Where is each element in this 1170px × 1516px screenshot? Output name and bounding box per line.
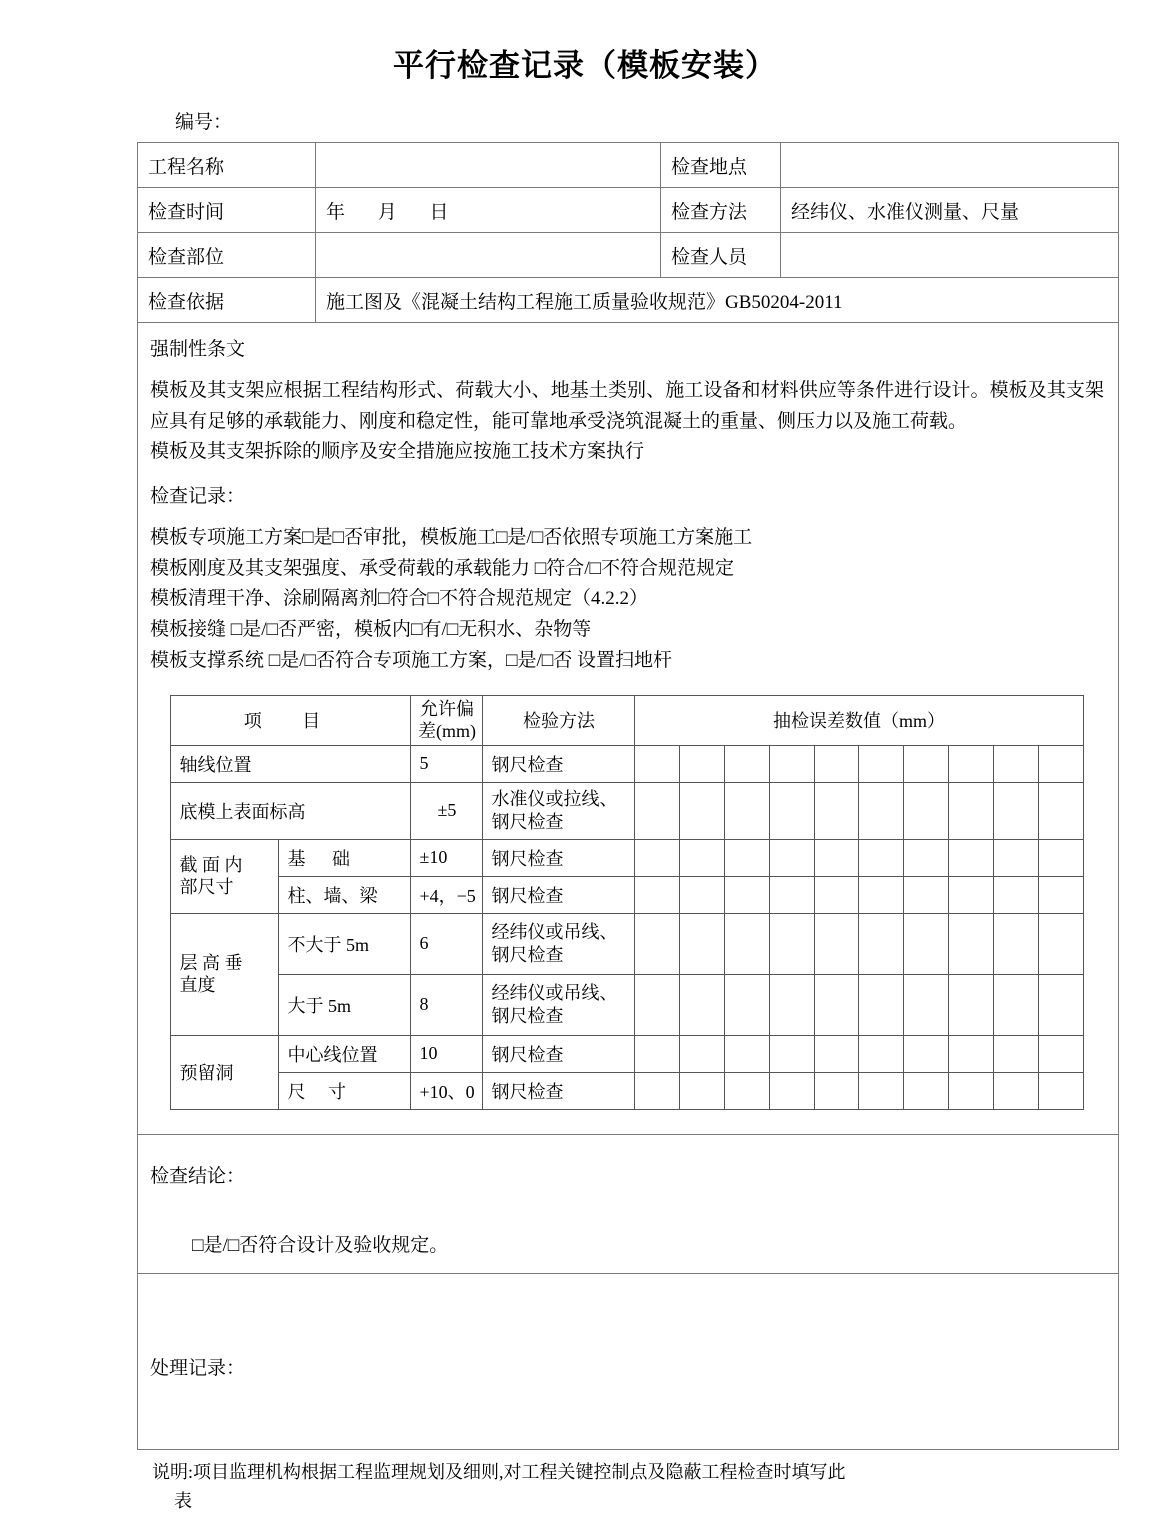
project-name-label: 工程名称: [138, 143, 316, 188]
sample-cell[interactable]: [814, 745, 859, 782]
sample-cell[interactable]: [769, 876, 814, 913]
sample-cell[interactable]: [635, 745, 680, 782]
sample-cell[interactable]: [993, 974, 1038, 1035]
inspect-basis-label: 检查依据: [138, 278, 316, 323]
mandatory-paragraph-1: 模板及其支架应根据工程结构形式、荷载大小、地基土类别、施工设备和材料供应等条件进行设计。模板及其支架应具有足够的承载能力、刚度和稳定性，能可靠地承受浇筑混凝土的重量、侧压力以及施工荷载。: [150, 379, 1104, 432]
sample-cell[interactable]: [859, 876, 904, 913]
inspect-part-label: 检查部位: [138, 233, 316, 278]
table-row: [138, 233, 1119, 278]
row-sub-foundation: 基 础: [279, 839, 411, 876]
sample-cell[interactable]: [904, 1035, 949, 1072]
tolerance-table: [170, 695, 1083, 1110]
sample-cell[interactable]: [904, 839, 949, 876]
sample-cell[interactable]: [949, 1035, 994, 1072]
table-row: [171, 1072, 1083, 1109]
sample-cell[interactable]: [680, 745, 725, 782]
main-form-table: [137, 142, 1119, 1450]
record-heading: 检查记录：: [150, 486, 246, 508]
tolerance-header-line2: 差(mm): [417, 721, 476, 742]
sample-cell[interactable]: [680, 782, 725, 839]
sample-cell[interactable]: [635, 839, 680, 876]
row-sub-centerline-position: 中心线位置: [279, 1035, 411, 1072]
tolerance-table-wrapper: [150, 677, 1104, 1120]
sample-cell[interactable]: [949, 745, 994, 782]
sample-cell[interactable]: [725, 1035, 770, 1072]
method-line1: 经纬仪或吊线、: [491, 983, 618, 1004]
sample-cell[interactable]: [904, 782, 949, 839]
sample-cell[interactable]: [769, 913, 814, 974]
sample-cell[interactable]: [1038, 839, 1083, 876]
mandatory-paragraph-2: 模板及其支架拆除的顺序及安全措施应按施工技术方案执行: [150, 441, 645, 463]
sample-cell[interactable]: [993, 745, 1038, 782]
conclusion-option[interactable]: □是/□否符合设计及验收规定。: [192, 1234, 449, 1256]
table-row: [138, 1273, 1119, 1449]
sample-cell[interactable]: [814, 1035, 859, 1072]
inspector-value[interactable]: [781, 233, 1119, 278]
sample-cell[interactable]: [1038, 1072, 1083, 1109]
row-method: [483, 974, 635, 1035]
row-tolerance: +4，−5: [411, 876, 483, 913]
row-method: 钢尺检查: [483, 745, 635, 782]
table-row: [138, 1134, 1119, 1273]
row-method: 钢尺检查: [483, 1072, 635, 1109]
sample-cell[interactable]: [859, 782, 904, 839]
sample-cell[interactable]: [859, 974, 904, 1035]
inspect-place-value[interactable]: [781, 143, 1119, 188]
footer-note-line1: 说明:项目监理机构根据工程监理规划及细则,对工程关键控制点及隐蔽工程检查时填写此: [152, 1461, 846, 1482]
sample-cell[interactable]: [635, 913, 680, 974]
sample-cell[interactable]: [949, 876, 994, 913]
processing-heading: 处理记录：: [150, 1357, 246, 1379]
record-line-2: 模板刚度及其支架强度、承受荷载的承载能力 □符合/□不符合规范规定: [150, 557, 734, 579]
sample-cell[interactable]: [769, 745, 814, 782]
row-tolerance: 8: [411, 974, 483, 1035]
record-line-3: 模板清理干净、涂刷隔离剂□符合□不符合规范规定（4.2.2）: [150, 588, 648, 610]
table-row: [171, 782, 1083, 839]
footer-note-line2: 表: [174, 1490, 192, 1511]
sample-cell[interactable]: [859, 1072, 904, 1109]
record-line-4: 模板接缝 □是/□否严密，模板内□有/□无积水、杂物等: [150, 619, 592, 641]
sample-cell[interactable]: [949, 1072, 994, 1109]
table-row: [138, 323, 1119, 1135]
inspect-time-value[interactable]: 年 月 日: [316, 188, 661, 233]
sample-cell[interactable]: [725, 913, 770, 974]
sample-cell[interactable]: [904, 876, 949, 913]
col-header-item: 项 目: [171, 695, 411, 745]
row-group-story-verticality: [171, 913, 279, 1035]
sample-cell[interactable]: [680, 1072, 725, 1109]
sample-cell[interactable]: [859, 913, 904, 974]
sample-cell[interactable]: [725, 974, 770, 1035]
method-line2: 钢尺检查: [491, 944, 564, 965]
inspect-time-label: 检查时间: [138, 188, 316, 233]
table-row: [171, 876, 1083, 913]
row-tolerance: ±10: [411, 839, 483, 876]
group-label-line1: 层 高 垂: [179, 952, 243, 973]
sample-cell[interactable]: [993, 876, 1038, 913]
tolerance-header-line1: 允许偏: [419, 698, 474, 719]
row-sub-column-wall-beam: 柱、墙、梁: [279, 876, 411, 913]
sample-cell[interactable]: [769, 782, 814, 839]
sample-cell[interactable]: [814, 974, 859, 1035]
sample-cell[interactable]: [814, 782, 859, 839]
inspect-basis-value: 施工图及《混凝土结构工程施工质量验收规范》GB50204-2011: [316, 278, 1119, 323]
sample-cell[interactable]: [814, 913, 859, 974]
table-row: [138, 143, 1119, 188]
footer-note: [0, 1458, 1052, 1516]
table-row: [138, 278, 1119, 323]
record-code-label: 编号：: [175, 112, 233, 133]
row-sub-not-over-5m: 不大于 5m: [279, 913, 411, 974]
sample-cell[interactable]: [904, 913, 949, 974]
inspect-method-label: 检查方法: [661, 188, 781, 233]
col-header-method: 检验方法: [483, 695, 635, 745]
tolerance-header-row: [171, 695, 1083, 745]
conclusion-cell: [138, 1134, 1119, 1273]
row-method: [483, 913, 635, 974]
sample-cell[interactable]: [725, 876, 770, 913]
sample-cell[interactable]: [949, 974, 994, 1035]
sample-cell[interactable]: [1038, 745, 1083, 782]
table-row: [171, 974, 1083, 1035]
row-item-bottom-elevation: 底模上表面标高: [171, 782, 411, 839]
row-method: 钢尺检查: [483, 839, 635, 876]
group-label-line2: 直度: [179, 975, 216, 996]
sample-cell[interactable]: [993, 1072, 1038, 1109]
mandatory-heading: 强制性条文: [150, 339, 246, 360]
sample-cell[interactable]: [769, 1072, 814, 1109]
sample-cell[interactable]: [769, 1035, 814, 1072]
sample-cell[interactable]: [1038, 974, 1083, 1035]
sample-cell[interactable]: [769, 839, 814, 876]
sample-cell[interactable]: [949, 913, 994, 974]
sample-cell[interactable]: [859, 745, 904, 782]
sample-cell[interactable]: [814, 1072, 859, 1109]
record-line-5: 模板支撑系统 □是/□否符合专项施工方案，□是/□否 设置扫地杆: [150, 649, 672, 671]
sample-cell[interactable]: [814, 876, 859, 913]
inspect-method-value[interactable]: 经纬仪、水准仪测量、尺量: [781, 188, 1119, 233]
body-block-cell: [138, 323, 1119, 1135]
col-header-tolerance: [411, 695, 483, 745]
inspect-place-label: 检查地点: [661, 143, 781, 188]
sample-cell[interactable]: [859, 839, 904, 876]
sample-cell[interactable]: [680, 839, 725, 876]
sample-cell[interactable]: [635, 974, 680, 1035]
row-method: [483, 782, 635, 839]
method-line2: 钢尺检查: [491, 1005, 564, 1026]
row-tolerance: 10: [411, 1035, 483, 1072]
sample-cell[interactable]: [1038, 913, 1083, 974]
sample-cell[interactable]: [1038, 1035, 1083, 1072]
row-tolerance: 6: [411, 913, 483, 974]
row-tolerance: ±5: [411, 782, 483, 839]
sample-cell[interactable]: [635, 782, 680, 839]
sample-cell[interactable]: [949, 782, 994, 839]
sample-cell[interactable]: [769, 974, 814, 1035]
row-tolerance: +10、0: [411, 1072, 483, 1109]
sample-cell[interactable]: [993, 782, 1038, 839]
row-group-reserved-hole: 预留洞: [171, 1035, 279, 1109]
sample-cell[interactable]: [904, 1072, 949, 1109]
inspector-label: 检查人员: [661, 233, 781, 278]
table-row: [171, 745, 1083, 782]
sample-cell[interactable]: [680, 876, 725, 913]
group-label-line2: 部尺寸: [179, 877, 234, 898]
table-row: [171, 913, 1083, 974]
page-title: 平行检查记录（模板安装）: [393, 48, 777, 83]
sample-cell[interactable]: [1038, 782, 1083, 839]
method-line1: 水准仪或拉线、: [491, 789, 618, 810]
sample-cell[interactable]: [725, 782, 770, 839]
conclusion-heading: 检查结论：: [150, 1165, 246, 1187]
processing-cell[interactable]: [138, 1273, 1119, 1449]
row-tolerance: 5: [411, 745, 483, 782]
table-row: [138, 188, 1119, 233]
group-label-line1: 截 面 内: [179, 854, 243, 875]
sample-cell[interactable]: [680, 974, 725, 1035]
inspect-part-value[interactable]: [316, 233, 661, 278]
sample-cell[interactable]: [993, 839, 1038, 876]
row-group-section-inner: [171, 839, 279, 913]
sample-cell[interactable]: [904, 974, 949, 1035]
sample-cell[interactable]: [993, 1035, 1038, 1072]
sample-cell[interactable]: [635, 876, 680, 913]
sample-cell[interactable]: [635, 1035, 680, 1072]
sample-cell[interactable]: [635, 1072, 680, 1109]
sample-cell[interactable]: [725, 839, 770, 876]
method-line2: 钢尺检查: [491, 811, 564, 832]
sample-cell[interactable]: [904, 745, 949, 782]
sample-cell[interactable]: [1038, 876, 1083, 913]
sample-cell[interactable]: [725, 1072, 770, 1109]
method-line1: 经纬仪或吊线、: [491, 922, 618, 943]
sample-cell[interactable]: [859, 1035, 904, 1072]
row-method: 钢尺检查: [483, 1035, 635, 1072]
sample-cell[interactable]: [814, 839, 859, 876]
record-line-1: 模板专项施工方案□是□否审批，模板施工□是/□否依照专项施工方案施工: [150, 526, 753, 548]
row-sub-over-5m: 大于 5m: [279, 974, 411, 1035]
project-name-value[interactable]: [316, 143, 661, 188]
row-item-axis-position: 轴线位置: [171, 745, 411, 782]
sample-cell[interactable]: [949, 839, 994, 876]
sample-cell[interactable]: [725, 745, 770, 782]
row-method: 钢尺检查: [483, 876, 635, 913]
row-sub-dimension: 尺 寸: [279, 1072, 411, 1109]
sample-cell[interactable]: [680, 913, 725, 974]
sample-cell[interactable]: [680, 1035, 725, 1072]
sample-cell[interactable]: [993, 913, 1038, 974]
table-row: [171, 1035, 1083, 1072]
table-row: [171, 839, 1083, 876]
col-header-samples: 抽检误差数值（mm）: [635, 695, 1083, 745]
